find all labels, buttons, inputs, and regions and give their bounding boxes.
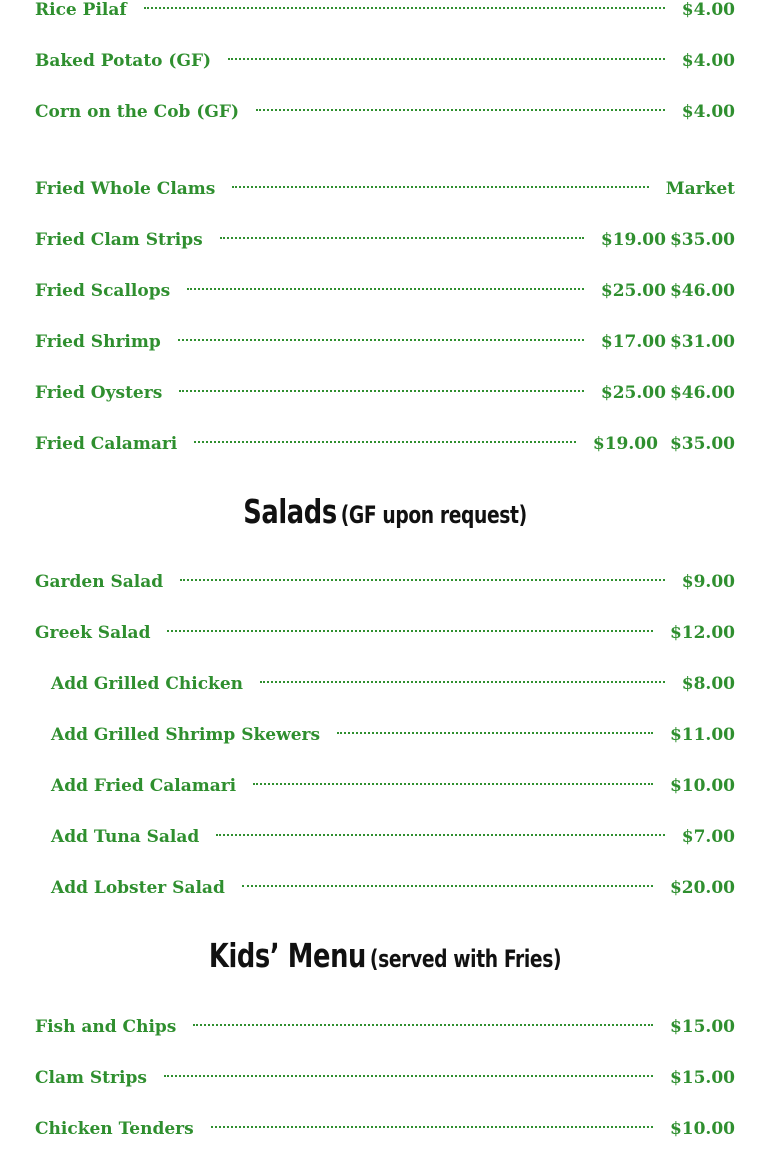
item-price-group bbox=[601, 380, 735, 406]
item-name: Add Lobster Salad bbox=[51, 878, 225, 898]
menu-item-corn-on-the-cob bbox=[35, 99, 735, 125]
item-name: Clam Strips bbox=[35, 1068, 147, 1088]
item-price: $15.00 bbox=[669, 1068, 735, 1088]
item-name: Fried Whole Clams bbox=[35, 179, 216, 199]
item-price: $4.00 bbox=[681, 0, 735, 20]
price-large: $35.00 bbox=[669, 230, 735, 250]
item-price: $7.00 bbox=[681, 827, 735, 847]
dotted-leader bbox=[242, 885, 653, 887]
item-price: $10.00 bbox=[669, 1119, 735, 1139]
dotted-leader bbox=[220, 237, 584, 239]
item-name: Baked Potato (GF) bbox=[35, 51, 212, 71]
item-price: $10.00 bbox=[669, 776, 735, 796]
section-title: Salads bbox=[243, 492, 337, 531]
price-large: $46.00 bbox=[669, 383, 735, 403]
menu-item-fish-and-chips bbox=[35, 1014, 735, 1040]
menu-item-fried-calamari bbox=[35, 431, 735, 457]
dotted-leader bbox=[216, 834, 664, 836]
dotted-leader bbox=[187, 288, 584, 290]
menu-item-fried-scallops bbox=[35, 278, 735, 304]
menu-item-garden-salad bbox=[35, 569, 735, 595]
item-name: Fish and Chips bbox=[35, 1017, 177, 1037]
menu-item-fried-clam-strips bbox=[35, 227, 735, 253]
item-name: Chicken Tenders bbox=[35, 1119, 194, 1139]
item-name: Fried Oysters bbox=[35, 383, 163, 403]
item-name: Add Grilled Chicken bbox=[51, 674, 244, 694]
dotted-leader bbox=[167, 630, 652, 632]
item-name: Add Grilled Shrimp Skewers bbox=[51, 725, 321, 745]
section-subtitle: (served with Fries) bbox=[369, 945, 562, 973]
dotted-leader bbox=[180, 579, 665, 581]
dotted-leader bbox=[256, 109, 665, 111]
dotted-leader bbox=[253, 783, 653, 785]
price-small: $19.00 bbox=[592, 434, 658, 454]
item-price-group bbox=[593, 431, 735, 457]
item-price: $8.00 bbox=[681, 674, 735, 694]
item-price: Market bbox=[665, 179, 735, 199]
menu-addon-lobster-salad bbox=[51, 875, 735, 901]
item-price: $15.00 bbox=[669, 1017, 735, 1037]
item-name: Garden Salad bbox=[35, 572, 164, 592]
item-price-group bbox=[601, 227, 735, 253]
item-name: Fried Scallops bbox=[35, 281, 171, 301]
section-heading-kids-menu bbox=[85, 936, 686, 975]
menu-item-fried-oysters bbox=[35, 380, 735, 406]
dotted-leader bbox=[194, 441, 576, 443]
menu-addon-grilled-shrimp-skewers bbox=[51, 722, 735, 748]
menu-addon-fried-calamari bbox=[51, 773, 735, 799]
menu-item-clam-strips bbox=[35, 1065, 735, 1091]
dotted-leader bbox=[144, 7, 665, 9]
item-price: $4.00 bbox=[681, 51, 735, 71]
dotted-leader bbox=[228, 58, 665, 60]
dotted-leader bbox=[193, 1024, 653, 1026]
item-name: Greek Salad bbox=[35, 623, 151, 643]
section-subtitle: (GF upon request) bbox=[340, 501, 527, 529]
item-name: Add Tuna Salad bbox=[51, 827, 200, 847]
dotted-leader bbox=[211, 1126, 653, 1128]
item-name: Add Fried Calamari bbox=[51, 776, 237, 796]
item-name: Corn on the Cob (GF) bbox=[35, 102, 240, 122]
price-large: $35.00 bbox=[669, 434, 735, 454]
item-name: Fried Calamari bbox=[35, 434, 178, 454]
menu-item-fried-whole-clams bbox=[35, 176, 735, 202]
item-price: $9.00 bbox=[681, 572, 735, 592]
price-large: $46.00 bbox=[669, 281, 735, 301]
item-price: $4.00 bbox=[681, 102, 735, 122]
price-small: $17.00 bbox=[600, 332, 666, 352]
item-name: Fried Shrimp bbox=[35, 332, 161, 352]
menu-addon-grilled-chicken bbox=[51, 671, 735, 697]
menu-item-baked-potato bbox=[35, 48, 735, 74]
menu-item-fried-shrimp bbox=[35, 329, 735, 355]
menu-item-chicken-tenders bbox=[35, 1116, 735, 1142]
item-price: $20.00 bbox=[669, 878, 735, 898]
price-large: $31.00 bbox=[669, 332, 735, 352]
dotted-leader bbox=[260, 681, 665, 683]
menu-item-rice-pilaf bbox=[35, 0, 735, 23]
dotted-leader bbox=[232, 186, 648, 188]
item-price: $12.00 bbox=[669, 623, 735, 643]
dotted-leader bbox=[337, 732, 653, 734]
section-title: Kids’ Menu bbox=[208, 936, 366, 975]
dotted-leader bbox=[164, 1075, 653, 1077]
item-price-group bbox=[601, 278, 735, 304]
item-price: $11.00 bbox=[669, 725, 735, 745]
price-small: $19.00 bbox=[600, 230, 666, 250]
menu-item-greek-salad bbox=[35, 620, 735, 646]
dotted-leader bbox=[179, 390, 584, 392]
price-small: $25.00 bbox=[600, 383, 666, 403]
item-name: Fried Clam Strips bbox=[35, 230, 203, 250]
section-heading-salads bbox=[85, 492, 686, 531]
price-small: $25.00 bbox=[600, 281, 666, 301]
menu-addon-tuna-salad bbox=[51, 824, 735, 850]
item-name: Rice Pilaf bbox=[35, 0, 127, 20]
dotted-leader bbox=[178, 339, 584, 341]
item-price-group bbox=[601, 329, 735, 355]
